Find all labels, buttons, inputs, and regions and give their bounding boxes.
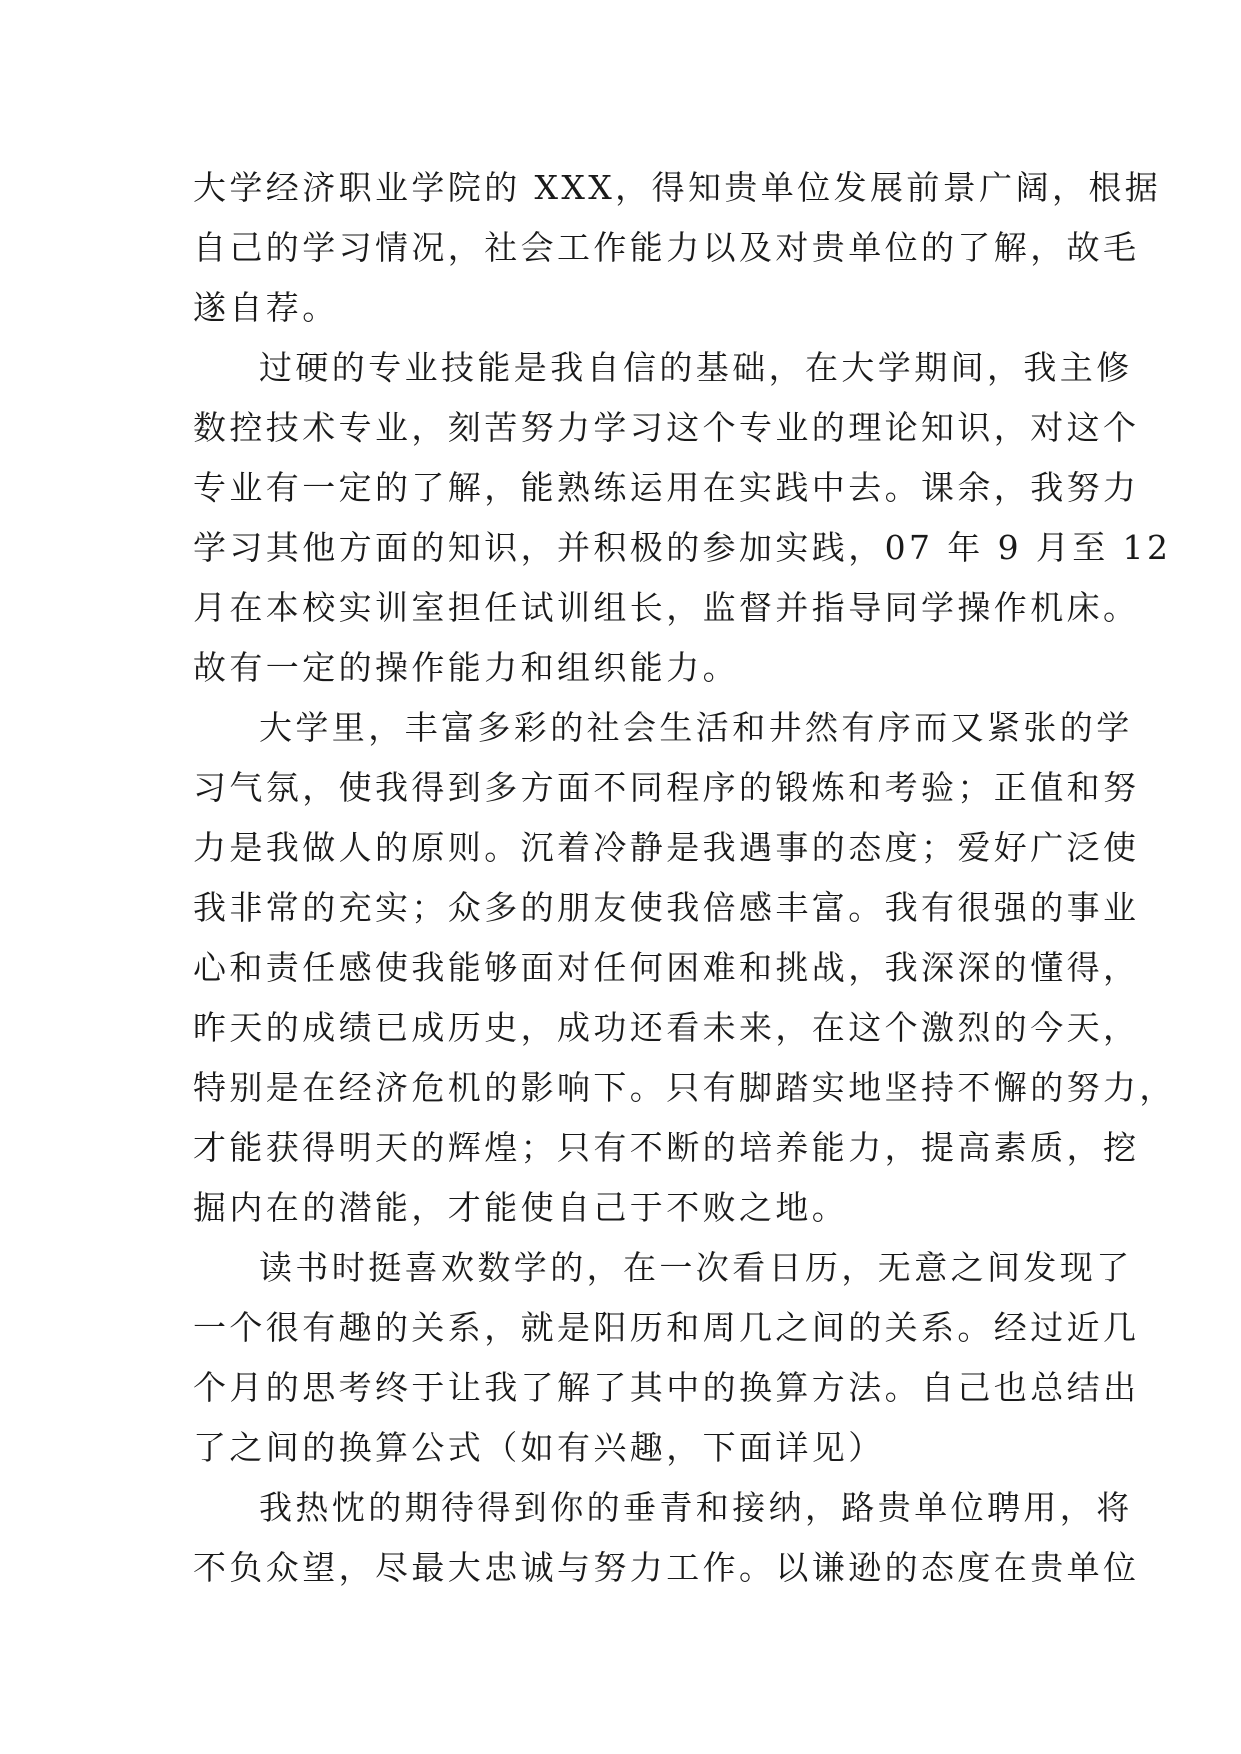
text-line: 一个很有趣的关系，就是阳历和周几之间的关系。经过近几 — [193, 1308, 1140, 1347]
paragraph-first-line: 我热忱的期待得到你的垂青和接纳，路贵单位聘用，将 — [259, 1488, 1133, 1527]
text-line: 自己的学习情况，社会工作能力以及对贵单位的了解，故毛 — [193, 228, 1140, 267]
text-line: 个月的思考终于让我了解了其中的换算方法。自己也总结出 — [193, 1368, 1140, 1407]
text-line: 掘内在的潜能，才能使自己于不败之地。 — [193, 1188, 849, 1227]
text-line: 大学经济职业学院的 XXX，得知贵单位发展前景广阔，根据 — [193, 168, 1162, 207]
paragraph-first-line: 大学里，丰富多彩的社会生活和井然有序而又紧张的学 — [259, 708, 1133, 747]
text-line: 不负众望，尽最大忠诚与努力工作。以谦逊的态度在贵单位 — [193, 1548, 1140, 1587]
text-line: 特别是在经济危机的影响下。只有脚踏实地坚持不懈的努力， — [193, 1068, 1176, 1107]
text-line: 了之间的换算公式（如有兴趣，下面详见） — [193, 1428, 885, 1467]
text-line: 我非常的充实；众多的朋友使我倍感丰富。我有很强的事业 — [193, 888, 1140, 927]
paragraph-first-line: 读书时挺喜欢数学的，在一次看日历，无意之间发现了 — [259, 1248, 1133, 1287]
text-line: 故有一定的操作能力和组织能力。 — [193, 648, 739, 687]
text-line: 力是我做人的原则。沉着冷静是我遇事的态度；爱好广泛使 — [193, 828, 1140, 867]
text-line: 才能获得明天的辉煌；只有不断的培养能力，提高素质，挖 — [193, 1128, 1140, 1167]
text-line: 月在本校实训室担任试训组长，监督并指导同学操作机床。 — [193, 588, 1140, 627]
text-line: 昨天的成绩已成历史，成功还看未来，在这个激烈的今天， — [193, 1008, 1140, 1047]
text-line: 学习其他方面的知识，并积极的参加实践，07 年 9 月至 12 — [193, 528, 1172, 567]
text-line: 心和责任感使我能够面对任何困难和挑战，我深深的懂得， — [193, 948, 1140, 987]
text-line: 专业有一定的了解，能熟练运用在实践中去。课余，我努力 — [193, 468, 1140, 507]
text-line: 遂自荐。 — [193, 288, 339, 327]
text-line: 习气氛，使我得到多方面不同程序的锻炼和考验；正值和努 — [193, 768, 1140, 807]
text-line: 数控技术专业，刻苦努力学习这个专业的理论知识，对这个 — [193, 408, 1140, 447]
letter-body — [193, 158, 1176, 1598]
paragraph-first-line: 过硬的专业技能是我自信的基础，在大学期间，我主修 — [259, 348, 1133, 387]
